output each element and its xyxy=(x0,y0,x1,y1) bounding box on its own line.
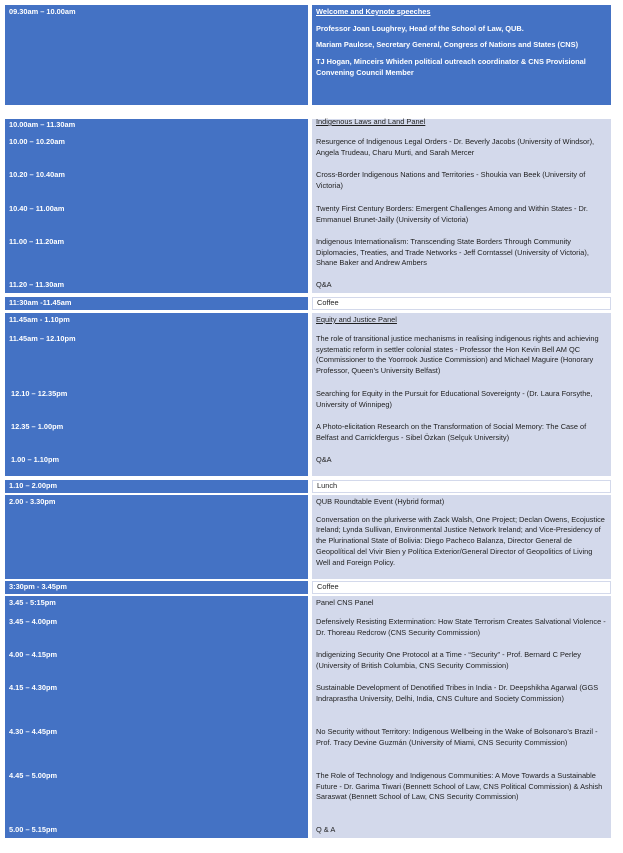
slot-desc: Sustainable Development of Denotified Tribes in India - Dr. Deepshikha Agarwal (GGS Indraprastha University, Delhi, India, CNS Culture and Society Commission) xyxy=(316,683,599,703)
roundtable-title: QUB Roundtable Event (Hybrid format) xyxy=(316,497,445,506)
time-cell: 11:30am -11.45am xyxy=(5,297,308,310)
slot-desc: Cross-Border Indigenous Nations and Territories - Shoukia van Beek (University of Victoria) xyxy=(316,170,586,190)
coffee-row xyxy=(5,581,611,594)
panel-title: Equity and Justice Panel xyxy=(316,315,397,324)
panel-header-time: 11.45am - 1.10pm xyxy=(9,315,70,324)
welcome-row xyxy=(5,5,611,105)
panel-block xyxy=(5,596,611,838)
panel-desc-column xyxy=(312,596,611,838)
panel-time-column xyxy=(5,596,308,838)
welcome-desc xyxy=(312,5,611,105)
slot-time: 12.35 – 1.00pm xyxy=(11,422,64,431)
coffee-row xyxy=(5,297,611,310)
panel-time-column xyxy=(5,313,308,476)
slot-time: 11.20 – 11.30am xyxy=(9,280,65,289)
roundtable-text: Conversation on the pluriverse with Zack Walsh, One Project; Declan Owens, Ecojustice Ireland; Lynda Sullivan, Environmental Justice Network Ireland; and Vice-Presidency of the Plurinational State of Bolivia: Diego Pacheco Balanza, Director General de Geopolítical del Vivir Bien y Política Exterior/General Director of Geopolitics of Living Well and Foreign Policy. xyxy=(316,514,605,567)
slot-time: 10.00 – 10.20am xyxy=(9,137,65,146)
slot-desc: No Security without Territory: Indigenous Wellbeing in the Wake of Bolsonaro’s Brazil - Prof. Tracy Devine Guzmán (University of Miami, CNS Security Commission) xyxy=(316,727,598,747)
schedule-table xyxy=(5,5,611,838)
speaker: Mariam Paulose, Secretary General, Congress of Nations and States (CNS) xyxy=(316,40,579,50)
slot-time: 10.20 – 10.40am xyxy=(9,170,65,179)
time-cell: 3:30pm - 3.45pm xyxy=(5,581,308,594)
panel-desc-column xyxy=(312,313,611,476)
lunch-row xyxy=(5,480,611,493)
slot-desc: Resurgence of Indigenous Legal Orders - Dr. Beverly Jacobs (University of Windsor), Angela Trudeau, Charu Murti, and Sarah Mercer xyxy=(316,137,595,157)
slot-desc: Twenty First Century Borders: Emergent Challenges Among and Within States - Dr. Emmanuel Brunet-Jailly (University of Victoria) xyxy=(316,204,588,224)
panel-header-time: 3.45 - 5:15pm xyxy=(9,598,56,607)
roundtable-row xyxy=(5,495,611,579)
panel-block xyxy=(5,313,611,476)
speaker: Professor Joan Loughrey, Head of the School of Law, QUB. xyxy=(316,23,524,33)
slot-time: 12.10 – 12.35pm xyxy=(11,389,68,398)
slot-time: 10.40 – 11.00am xyxy=(9,204,65,213)
slot-time: 4.45 – 5.00pm xyxy=(9,771,58,780)
speaker: TJ Hogan, Minceirs Whiden political outreach coordinator & CNS Provisional Convening Council Member xyxy=(316,57,586,77)
time-cell: 09.30am – 10.00am xyxy=(5,5,308,105)
desc-cell: Lunch xyxy=(312,480,611,493)
slot-time: 3.45 – 4.00pm xyxy=(9,617,58,626)
welcome-title: Welcome and Keynote speeches xyxy=(316,7,431,16)
slot-time: 4.30 – 4.45pm xyxy=(9,727,58,736)
desc-cell: Coffee xyxy=(312,581,611,594)
panel-header-time: 10.00am – 11.30am xyxy=(9,121,76,127)
time-cell: 1.10 – 2.00pm xyxy=(5,480,308,493)
panel-title: Indigenous Laws and Land Panel xyxy=(316,117,426,126)
desc-cell: Coffee xyxy=(312,297,611,310)
slot-desc: The Role of Technology and Indigenous Communities: A Move Towards a Sustainable Future - Dr. Garima Tiwari (Bennett School of Law, CNS Political Commission) & Ashish Saraswat (Bennett School of Law, CNS Security Commission) xyxy=(316,771,603,802)
slot-desc: Indigenous Internationalism: Transcending State Borders Through Community Diplomacies, Treaties, and Trade Networks - Jeff Corntassel (University of Victoria), Shane Baker and Andrew Ambers xyxy=(316,237,589,268)
panel-desc-column xyxy=(312,119,611,293)
slot-time: 11.45am – 12.10pm xyxy=(9,334,76,343)
slot-desc: The role of transitional justice mechanisms in realising indigenous rights and achieving systematic reform in settler colonial states - Professor the Hon Kevin Bell AM QC (Commissioner to the Yoorrook Justice Commission) and Michael Maguire (Honorary Professor, Queen’s University Belfast) xyxy=(316,334,599,376)
slot-desc: Q&A xyxy=(316,455,332,464)
slot-desc: Searching for Equity in the Pursuit for Educational Sovereignty - (Dr. Laura Forsythe, University of Winnipeg) xyxy=(316,389,593,409)
slot-time: 11.00 – 11.20am xyxy=(9,237,65,246)
slot-time: 4.00 – 4.15pm xyxy=(9,650,58,659)
panel-block xyxy=(5,119,611,293)
slot-time: 1.00 – 1.10pm xyxy=(11,455,60,464)
slot-desc: Indigenizing Security One Protocol at a Time - “Security” - Prof. Bernard C Perley (University of British Columbia, CNS Security Commission) xyxy=(316,650,581,670)
slot-desc: A Photo-elicitation Research on the Transformation of Social Memory: The Case of Belfast and Carrickfergus - Sibel Özkan (Selçuk University) xyxy=(316,422,587,442)
slot-time: 5.00 – 5.15pm xyxy=(9,825,58,834)
slot-desc: Defensively Resisting Extermination: How State Terrorism Creates Salvational Violence - Dr. Thoreau Redcrow (CNS Security Commission) xyxy=(316,617,606,637)
slot-desc: Q&A xyxy=(316,280,332,289)
panel-title: Panel CNS Panel xyxy=(316,598,374,607)
slot-desc: Q & A xyxy=(316,825,336,834)
slot-time: 4.15 – 4.30pm xyxy=(9,683,58,692)
panel-time-column xyxy=(5,119,308,293)
roundtable-desc xyxy=(312,495,611,579)
time-cell: 2.00 - 3.30pm xyxy=(5,495,308,579)
